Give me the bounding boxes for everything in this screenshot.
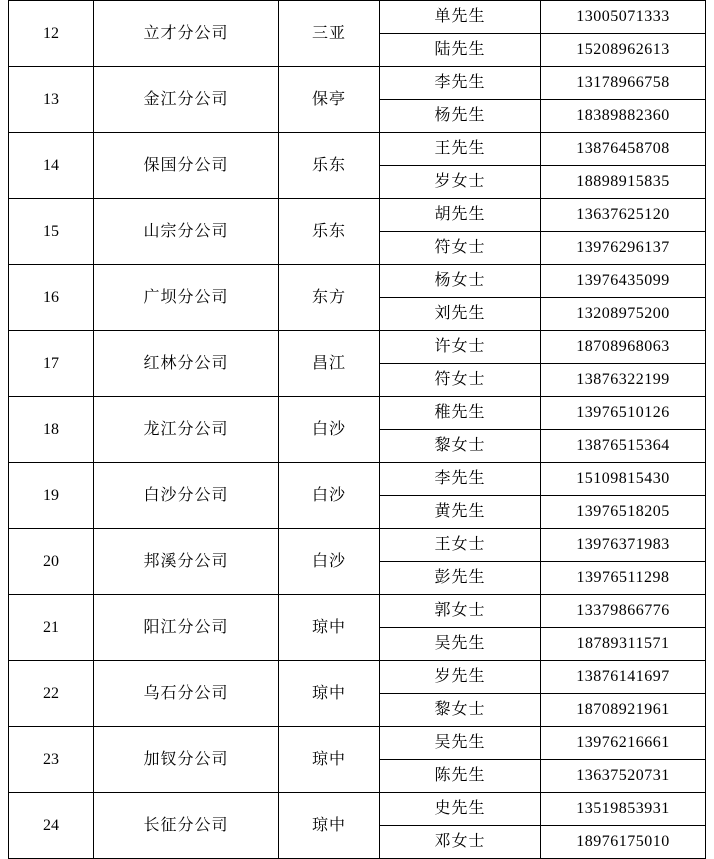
cell-contact-phone: 13976435099 (541, 265, 706, 298)
cell-company: 阳江分公司 (94, 595, 279, 661)
cell-contact-phone: 18708921961 (541, 694, 706, 727)
table-row (9, 397, 706, 430)
cell-area: 三亚 (279, 1, 380, 67)
cell-company: 山宗分公司 (94, 199, 279, 265)
cell-index: 12 (9, 1, 94, 67)
cell-contact-person: 陈先生 (380, 760, 541, 793)
table-row (9, 199, 706, 232)
cell-area: 东方 (279, 265, 380, 331)
table-row (9, 331, 706, 364)
cell-index: 23 (9, 727, 94, 793)
table-row (9, 67, 706, 100)
cell-contact-phone: 13976296137 (541, 232, 706, 265)
cell-index: 18 (9, 397, 94, 463)
cell-contact-person: 岁女士 (380, 166, 541, 199)
table-body (9, 1, 706, 859)
cell-company: 金江分公司 (94, 67, 279, 133)
cell-contact-phone: 13976371983 (541, 529, 706, 562)
cell-contact-person: 杨女士 (380, 265, 541, 298)
cell-contact-person: 杨先生 (380, 100, 541, 133)
cell-contact-phone: 13876322199 (541, 364, 706, 397)
cell-contact-phone: 13976511298 (541, 562, 706, 595)
cell-company: 加钗分公司 (94, 727, 279, 793)
cell-index: 14 (9, 133, 94, 199)
cell-contact-person: 史先生 (380, 793, 541, 826)
cell-area: 白沙 (279, 397, 380, 463)
cell-company: 乌石分公司 (94, 661, 279, 727)
cell-area: 乐东 (279, 199, 380, 265)
cell-index: 21 (9, 595, 94, 661)
cell-contact-person: 刘先生 (380, 298, 541, 331)
cell-contact-phone: 15109815430 (541, 463, 706, 496)
cell-area: 琼中 (279, 661, 380, 727)
cell-index: 16 (9, 265, 94, 331)
cell-company: 长征分公司 (94, 793, 279, 859)
cell-contact-person: 郭女士 (380, 595, 541, 628)
cell-contact-person: 王女士 (380, 529, 541, 562)
cell-contact-person: 王先生 (380, 133, 541, 166)
cell-contact-person: 吴先生 (380, 727, 541, 760)
cell-contact-phone: 13876515364 (541, 430, 706, 463)
cell-contact-person: 李先生 (380, 463, 541, 496)
cell-contact-phone: 18389882360 (541, 100, 706, 133)
table-row (9, 463, 706, 496)
cell-contact-phone: 13976510126 (541, 397, 706, 430)
cell-contact-phone: 13876458708 (541, 133, 706, 166)
cell-contact-phone: 13519853931 (541, 793, 706, 826)
cell-index: 20 (9, 529, 94, 595)
cell-contact-phone: 15208962613 (541, 34, 706, 67)
cell-area: 琼中 (279, 727, 380, 793)
cell-area: 乐东 (279, 133, 380, 199)
cell-company: 红林分公司 (94, 331, 279, 397)
table-row (9, 595, 706, 628)
cell-company: 保国分公司 (94, 133, 279, 199)
cell-contact-phone: 13976216661 (541, 727, 706, 760)
cell-contact-person: 许女士 (380, 331, 541, 364)
cell-company: 邦溪分公司 (94, 529, 279, 595)
cell-contact-phone: 18708968063 (541, 331, 706, 364)
cell-contact-person: 吴先生 (380, 628, 541, 661)
cell-area: 白沙 (279, 463, 380, 529)
cell-index: 17 (9, 331, 94, 397)
cell-contact-person: 稚先生 (380, 397, 541, 430)
table-row (9, 133, 706, 166)
cell-index: 13 (9, 67, 94, 133)
cell-contact-phone: 13379866776 (541, 595, 706, 628)
table-row (9, 529, 706, 562)
cell-area: 白沙 (279, 529, 380, 595)
cell-company: 龙江分公司 (94, 397, 279, 463)
cell-contact-phone: 13637520731 (541, 760, 706, 793)
cell-area: 保亭 (279, 67, 380, 133)
cell-contact-person: 黎女士 (380, 694, 541, 727)
cell-index: 24 (9, 793, 94, 859)
cell-area: 琼中 (279, 595, 380, 661)
cell-company: 白沙分公司 (94, 463, 279, 529)
cell-contact-person: 符女士 (380, 364, 541, 397)
cell-index: 15 (9, 199, 94, 265)
cell-index: 22 (9, 661, 94, 727)
cell-contact-person: 单先生 (380, 1, 541, 34)
cell-contact-phone: 13005071333 (541, 1, 706, 34)
cell-contact-person: 邓女士 (380, 826, 541, 859)
cell-contact-phone: 13637625120 (541, 199, 706, 232)
cell-contact-person: 符女士 (380, 232, 541, 265)
cell-contact-phone: 13178966758 (541, 67, 706, 100)
cell-contact-phone: 18976175010 (541, 826, 706, 859)
table-row (9, 727, 706, 760)
table-row (9, 661, 706, 694)
contact-table (8, 0, 706, 859)
cell-contact-phone: 13208975200 (541, 298, 706, 331)
cell-contact-person: 岁先生 (380, 661, 541, 694)
table-row (9, 1, 706, 34)
cell-contact-phone: 13876141697 (541, 661, 706, 694)
cell-contact-phone: 13976518205 (541, 496, 706, 529)
cell-contact-phone: 18898915835 (541, 166, 706, 199)
cell-contact-person: 彭先生 (380, 562, 541, 595)
cell-contact-phone: 18789311571 (541, 628, 706, 661)
table-row (9, 793, 706, 826)
table-row (9, 265, 706, 298)
cell-contact-person: 陆先生 (380, 34, 541, 67)
cell-area: 昌江 (279, 331, 380, 397)
cell-company: 立才分公司 (94, 1, 279, 67)
cell-index: 19 (9, 463, 94, 529)
cell-contact-person: 李先生 (380, 67, 541, 100)
cell-contact-person: 胡先生 (380, 199, 541, 232)
cell-area: 琼中 (279, 793, 380, 859)
cell-contact-person: 黄先生 (380, 496, 541, 529)
cell-contact-person: 黎女士 (380, 430, 541, 463)
cell-company: 广坝分公司 (94, 265, 279, 331)
